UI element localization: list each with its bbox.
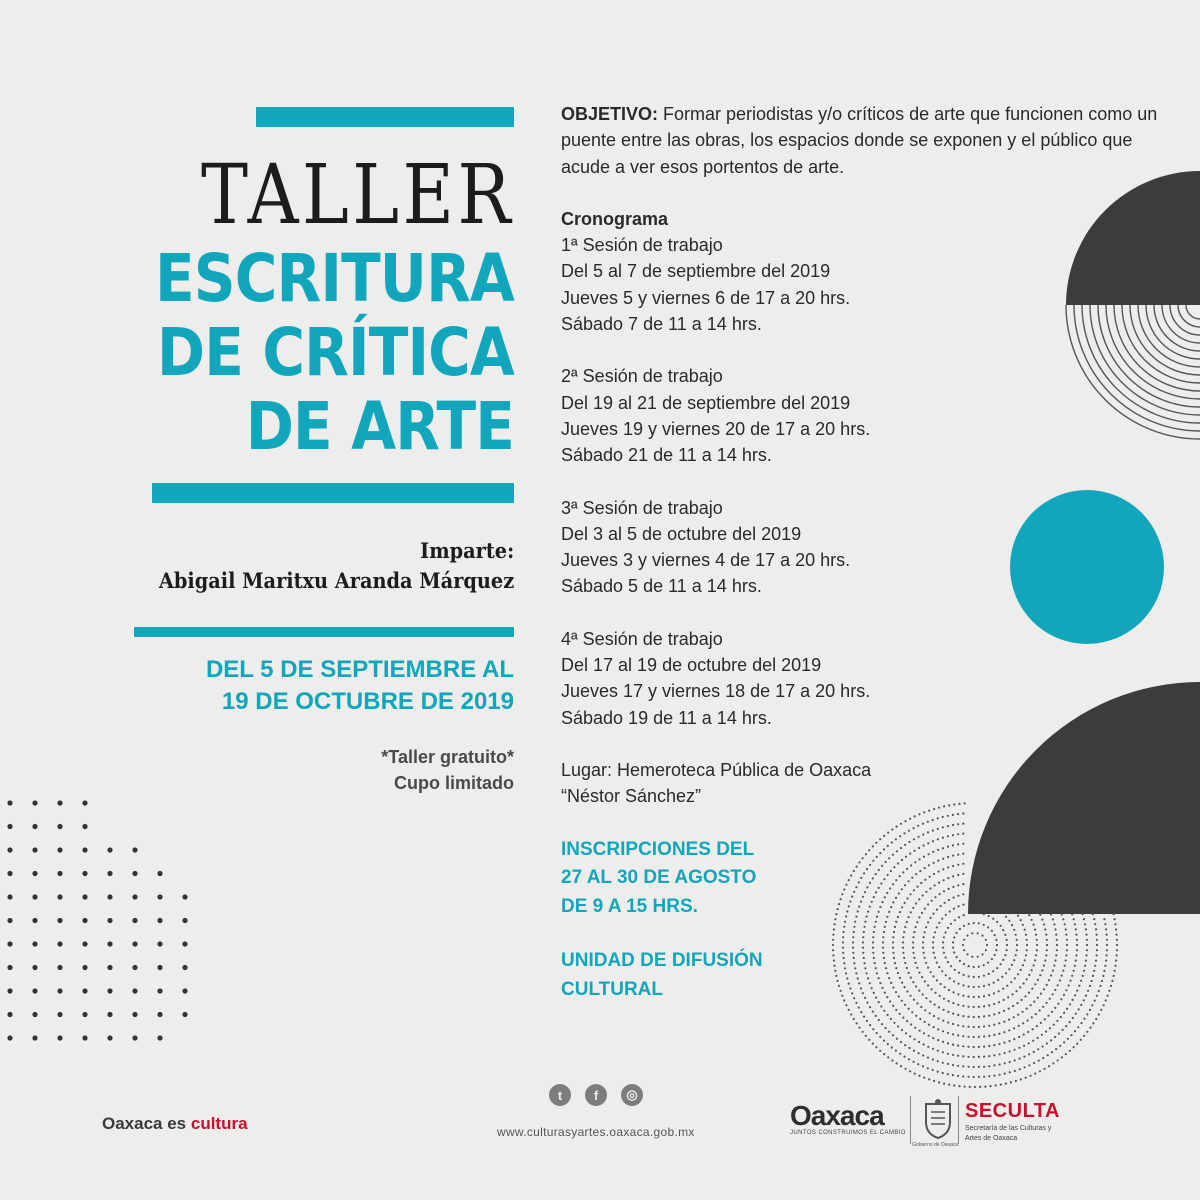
workshop-dates: [206, 654, 514, 718]
inscriptions-line-1: INSCRIPCIONES DEL: [561, 838, 755, 860]
session-title: 2ª Sesión de trabajo: [561, 366, 723, 387]
inscriptions-block: [561, 836, 1171, 922]
session-block: [561, 626, 1171, 731]
instructor-block: [128, 536, 514, 596]
top-accent-bar: [256, 107, 514, 127]
footer-brand: [102, 1114, 248, 1134]
session-detail: Sábado 7 de 11 a 14 hrs.: [561, 314, 762, 335]
details-column: [561, 101, 1171, 1004]
session-detail: Del 17 al 19 de octubre del 2019: [561, 655, 822, 676]
place-line-1: Lugar: Hemeroteca Pública de Oaxaca: [561, 759, 872, 780]
arc-line: [1178, 305, 1200, 327]
title-line-2: DE CRÍTICA: [156, 314, 514, 391]
arc-line: [1170, 305, 1200, 335]
oaxaca-logo: [790, 1100, 906, 1136]
instructor-name: Abigail Maritxu Aranda Márquez: [158, 568, 514, 593]
state-seal-icon: [918, 1098, 958, 1140]
session-detail: Del 3 al 5 de octubre del 2019: [561, 523, 802, 544]
session-detail: Sábado 19 de 11 a 14 hrs.: [561, 707, 772, 728]
objective-label: OBJETIVO:: [561, 104, 659, 124]
session-detail: Del 5 al 7 de septiembre del 2019: [561, 261, 831, 282]
session-block: [561, 363, 1171, 468]
session-detail: Del 19 al 21 de septiembre del 2019: [561, 392, 851, 413]
unit-line-2: CULTURAL: [561, 978, 664, 1000]
seculta-sub-2: Artes de Oaxaca: [965, 1135, 1018, 1142]
title-line-3: DE ARTE: [245, 388, 515, 465]
dates-line-2: 19 DE OCTUBRE DE 2019: [221, 688, 514, 715]
logo-separator: [910, 1096, 911, 1144]
unit-line-1: UNIDAD DE DIFUSIÓN: [561, 950, 763, 972]
instagram-icon[interactable]: ◎: [621, 1084, 643, 1106]
free-line-2: Cupo limitado: [394, 773, 514, 793]
oaxaca-slogan: JUNTOS CONSTRUIMOS EL CAMBIO: [790, 1130, 906, 1136]
seculta-word: SECULTA: [965, 1100, 1060, 1122]
seculta-logo: [965, 1100, 1060, 1143]
instructor-label: Imparte:: [419, 538, 514, 563]
session-title: 3ª Sesión de trabajo: [561, 497, 723, 518]
middle-accent-bar: [152, 483, 514, 503]
objective-text: Formar periodistas y/o críticos de arte que funcionen como un puente entre las obras, los espacios donde se exponen y el público que acude a ver esos portentos de arte.: [561, 104, 1158, 177]
seal-caption: Gobierno de Oaxaca: [912, 1142, 959, 1148]
schedule-heading: Cronograma: [561, 208, 669, 229]
lower-accent-bar: [134, 627, 514, 637]
session-detail: Jueves 17 y viernes 18 de 17 a 20 hrs.: [561, 681, 871, 702]
footer-brand-a: Oaxaca es: [102, 1114, 191, 1133]
free-notice: [381, 744, 514, 796]
arc-line: [1186, 305, 1200, 319]
logo-separator: [958, 1096, 959, 1144]
title-line-1: ESCRITURA: [155, 240, 514, 317]
session-title: 4ª Sesión de trabajo: [561, 628, 723, 649]
session-block: [561, 232, 1171, 337]
title-taller: TALLER: [201, 148, 514, 243]
inscriptions-line-2: 27 AL 30 DE AGOSTO: [561, 867, 757, 889]
place-line-2: “Néstor Sánchez”: [561, 786, 702, 807]
inscriptions-line-3: DE 9 A 15 HRS.: [561, 895, 698, 917]
oaxaca-logo-word: Oaxaca: [790, 1100, 884, 1131]
facebook-icon[interactable]: f: [585, 1084, 607, 1106]
seculta-sub-1: Secretaría de las Culturas y: [965, 1125, 1052, 1132]
session-detail: Sábado 21 de 11 a 14 hrs.: [561, 445, 772, 466]
twitter-icon[interactable]: t: [549, 1084, 571, 1106]
session-block: [561, 495, 1171, 600]
session-detail: Jueves 3 y viernes 4 de 17 a 20 hrs.: [561, 550, 851, 571]
dot-grid: [7, 800, 187, 1040]
session-detail: Sábado 5 de 11 a 14 hrs.: [561, 576, 762, 597]
title-block: [0, 150, 514, 464]
session-detail: Jueves 19 y viernes 20 de 17 a 20 hrs.: [561, 418, 871, 439]
social-icons: [549, 1084, 643, 1106]
unit-block: [561, 947, 1171, 1004]
dates-line-1: DEL 5 DE SEPTIEMBRE AL: [205, 656, 514, 683]
session-title: 1ª Sesión de trabajo: [561, 235, 723, 256]
free-line-1: *Taller gratuito*: [381, 747, 514, 767]
footer-brand-b: cultura: [190, 1114, 248, 1133]
session-detail: Jueves 5 y viernes 6 de 17 a 20 hrs.: [561, 287, 851, 308]
place-block: [561, 757, 1171, 810]
sessions-list: [561, 232, 1171, 731]
objective-paragraph: [561, 101, 1171, 180]
website-url[interactable]: www.culturasyartes.oaxaca.gob.mx: [497, 1125, 695, 1139]
